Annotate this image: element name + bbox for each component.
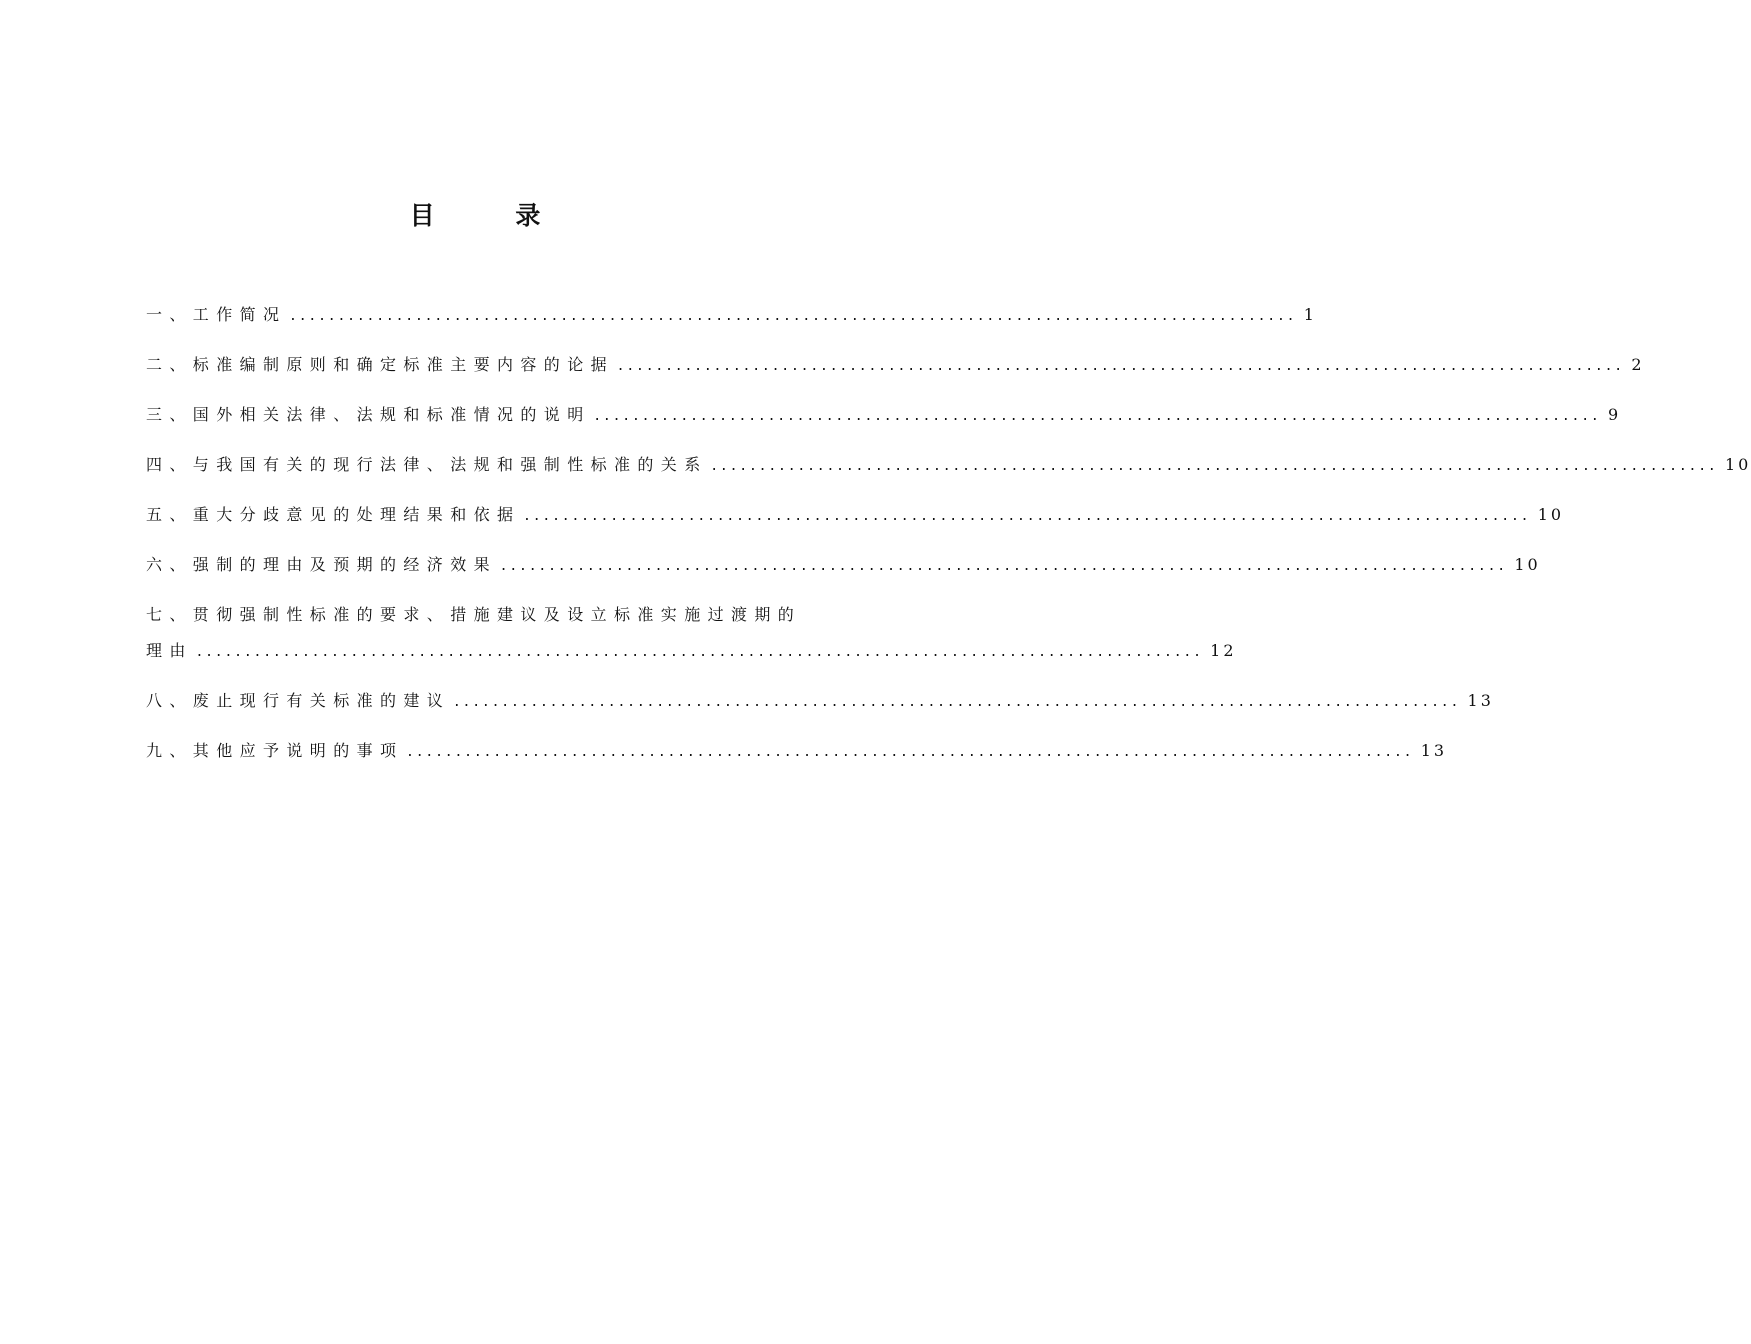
toc-leader-dots: ........................................................................................................	[594, 405, 1602, 424]
toc-entry-4[interactable]	[146, 452, 1751, 478]
toc-leader-dots: ........................................................................................................	[501, 555, 1509, 574]
toc-leader-dots: ........................................................................................................	[407, 741, 1415, 760]
toc-entry-8[interactable]	[146, 688, 1494, 714]
toc-leader-dots: ........................................................................................................	[618, 355, 1626, 374]
toc-entry-text: 二、标准编制原则和确定标准主要内容的论据	[146, 355, 615, 374]
toc-entry-text: 三、国外相关法律、法规和标准情况的说明	[146, 405, 591, 424]
toc-page-number: 12	[1210, 641, 1237, 660]
page-title: 目 录	[409, 201, 577, 230]
toc-entry-text: 八、废止现行有关标准的建议	[146, 691, 451, 710]
toc-leader-dots: ........................................................................................................	[711, 455, 1719, 474]
toc-entry-text: 四、与我国有关的现行法律、法规和强制性标准的关系	[146, 455, 708, 474]
toc-entry-text-line1: 七、贯彻强制性标准的要求、措施建议及设立标准实施过渡期的	[146, 605, 802, 624]
toc-entry-9[interactable]	[146, 738, 1448, 764]
toc-entry-text-line2: 理由	[146, 641, 193, 660]
toc-entry-7[interactable]	[146, 602, 1237, 664]
toc-leader-dots: ........................................................................................................	[290, 305, 1298, 324]
toc-page-number: 10	[1514, 555, 1541, 574]
toc-entry-5[interactable]	[146, 502, 1565, 528]
toc-page-number: 1	[1303, 305, 1317, 324]
toc-page-number: 13	[1467, 691, 1494, 710]
toc-entry-6[interactable]	[146, 552, 1541, 578]
toc-entry-1[interactable]	[146, 302, 1317, 328]
toc-page-number: 10	[1537, 505, 1565, 524]
toc-page-number: 13	[1420, 741, 1448, 760]
toc-leader-dots: ........................................................................................................	[524, 505, 1532, 524]
toc-page-number: 9	[1607, 405, 1622, 424]
toc-entry-3[interactable]	[146, 402, 1622, 428]
toc-entry-text: 一、工作简况	[146, 305, 287, 324]
toc-entry-text: 六、强制的理由及预期的经济效果	[146, 555, 498, 574]
toc-entry-text: 九、其他应予说明的事项	[146, 741, 404, 760]
toc-entry-2[interactable]	[146, 352, 1645, 378]
toc-leader-dots: ........................................................................................................	[454, 691, 1462, 710]
table-of-contents	[146, 302, 1751, 764]
toc-entry-text: 五、重大分歧意见的处理结果和依据	[146, 505, 521, 524]
toc-page-number: 10	[1724, 455, 1751, 474]
toc-leader-dots: ........................................................................................................	[196, 641, 1205, 660]
toc-page-number: 2	[1631, 355, 1645, 374]
